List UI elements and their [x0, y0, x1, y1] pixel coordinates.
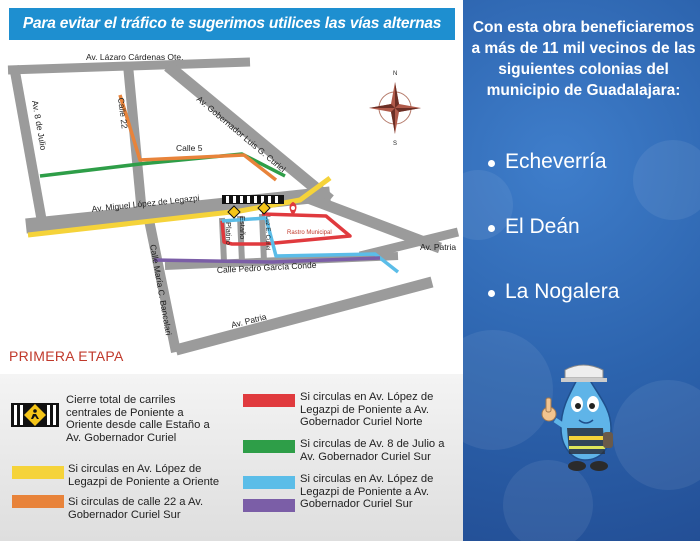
rastro-pin-icon	[291, 203, 296, 214]
colonia-1	[505, 150, 607, 174]
colonia-2-label: El Deán	[505, 215, 580, 238]
label-estano: Estaño	[238, 216, 247, 240]
closure-icon	[11, 403, 59, 427]
colonia-3	[505, 280, 619, 304]
label-rastro: Rastro Municipal	[287, 230, 332, 236]
info-panel	[463, 0, 700, 541]
colonia-2	[505, 215, 580, 239]
legend-orange-text: Si circulas de calle 22 a Av. Gobernador Curiel Sur	[68, 496, 204, 521]
compass-north: N	[393, 71, 398, 77]
swatch-orange	[12, 495, 64, 508]
label-pedro: Calle Pedro García Conde	[216, 259, 317, 275]
label-bancalari: Calle María C. Bancalari	[148, 243, 174, 337]
route-map	[0, 44, 463, 374]
legend-closure-text: Cierre total de carriles centrales de Poniente a Oriente desde calle Estaño a Av. Gobernador Curiel	[66, 394, 210, 444]
road-patria-lower	[176, 282, 432, 350]
label-luz: Luz E. Curiel	[264, 216, 270, 251]
label-gobernador: Av. Gobernador Luis G. Curiel	[194, 93, 288, 175]
legend-cyan-text: Si circulas en Av. López de Legazpi de Poniente a Av. Gobernador Curiel Sur	[300, 473, 434, 510]
swatch-cyan	[243, 476, 295, 489]
label-patria-upper: Av. Patria	[420, 242, 457, 252]
stage-label: PRIMERA ETAPA	[9, 348, 124, 364]
bullet-icon	[488, 225, 495, 232]
swatch-green	[243, 440, 295, 453]
colonia-3-label: La Nogalera	[505, 280, 620, 303]
swatch-yellow	[12, 466, 64, 479]
label-patria-lower: Av. Patria	[230, 311, 268, 330]
colonia-1-label: Echeverría	[505, 150, 607, 173]
legend-red-text: Si circulas en Av. López de Legazpi de Poniente a Av. Gobernador Curiel Norte	[300, 391, 434, 428]
swatch-purple	[243, 499, 295, 512]
legend	[0, 374, 463, 541]
label-8-julio: Av. 8 de Julio	[30, 99, 49, 151]
bullet-icon	[488, 290, 495, 297]
label-calle5: Calle 5	[176, 143, 203, 153]
label-platino: Platino	[224, 222, 233, 245]
label-lazaro: Av. Lázaro Cárdenas Ote.	[86, 52, 184, 62]
swatch-red	[243, 394, 295, 407]
compass-rose-icon	[369, 82, 421, 134]
page-title: Para evitar el tráfico te sugerimos utilices las vías alternas	[9, 8, 455, 40]
mascot-icon	[541, 362, 621, 472]
legend-yellow-text: Si circulas en Av. López de Legazpi de Poniente a Oriente	[68, 463, 220, 488]
compass-south: S	[393, 141, 398, 147]
road-luz	[262, 214, 264, 262]
label-lopez: Av. Miguel López de Legazpi	[91, 192, 200, 214]
label-calle22: Calle 22	[116, 97, 130, 130]
intro-text: Con esta obra beneficiaremos a más de 11 mil vecinos de las siguientes colonias del municipio de Guadalajara:	[471, 19, 696, 99]
legend-green-text: Si circulas de Av. 8 de Julio a Av. Gobernador Curiel Sur	[300, 438, 445, 463]
bullet-icon	[488, 160, 495, 167]
